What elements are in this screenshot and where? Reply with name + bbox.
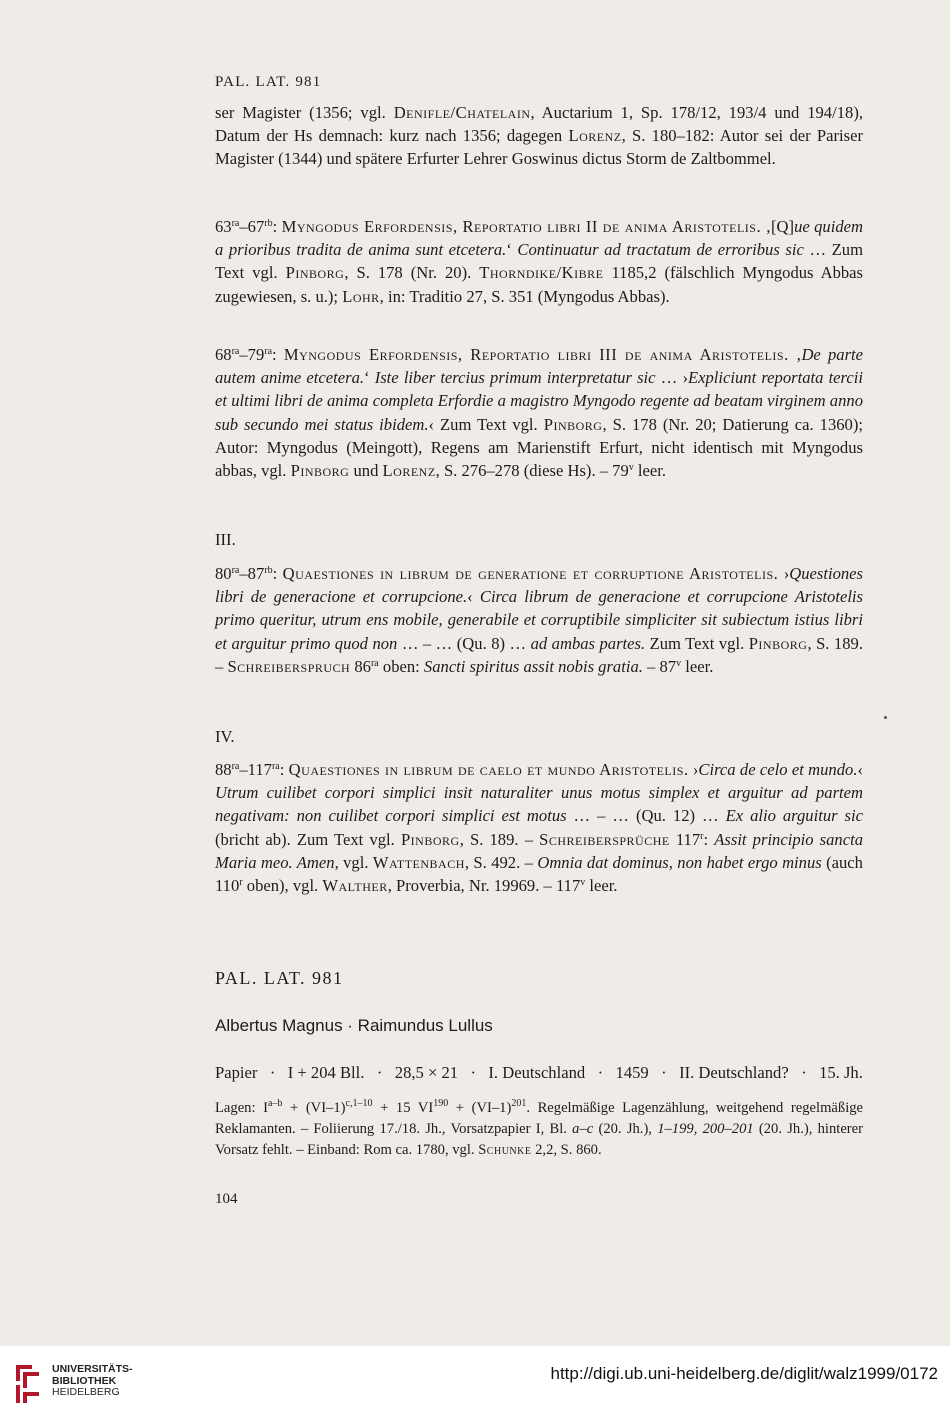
desc-origin-2: II. Deutschland? bbox=[679, 1063, 789, 1082]
desc-sep: · bbox=[597, 1063, 604, 1082]
running-header: PAL. LAT. 981 bbox=[215, 74, 322, 90]
desc-sep: · bbox=[801, 1063, 807, 1082]
entry-80-87: $80^{ra}-87^{rb}$: Quaestiones in librum de generatione et corruptione Aristotelis. ›Questiones libri de generacione et corrupcione.‹ Circa librum de generacione et corrupcione Aristotelis primo queritur, utrum ens mobile, generabile et corruptibile simpliciter sit subiectum istius libri et arguitur primo quod non … – … (Qu. 8) … ad ambas partes. Zum Text vgl. Pinborg, S. 189. – Schreiberspruch $86^{ra}$ oben: Sancti spiritus assit nobis gratia. – 87$^v$ leer. bbox=[215, 564, 863, 676]
library-logo-icon bbox=[10, 1359, 44, 1407]
viewer-footer bbox=[0, 1346, 950, 1424]
page-speck bbox=[884, 716, 887, 719]
desc-year: 1459 bbox=[615, 1063, 649, 1082]
paragraph-continuation: ser Magister (1356; vgl. Denifle/Chatelain, Auctarium 1, Sp. 178/12, 193/4 und 194/18), Datum der Hs demnach: kurz nach 1356; dagegen Lorenz, S. 180–182: Autor sei der Pariser Magister (1344) und spätere Erfurter Lehrer Goswinus dictus Storm de Zaltbommel. bbox=[215, 103, 863, 169]
desc-century: 15. Jh. bbox=[819, 1063, 863, 1082]
library-name: UNIVERSITÄTS- BIBLIOTHEK HEIDELBERG bbox=[52, 1363, 133, 1398]
section-number-iv: IV. bbox=[215, 727, 235, 746]
shelfmark-heading: PAL. LAT. 981 bbox=[215, 968, 344, 988]
quire-description: Lagen: $I^{a-b} + (VI-1)^{c,1-10} + 15$ $VI^{190} + (VI-1)^{201}$. Regelmäßige Lagenzählung, weitgehend regelmäßige Reklamanten. – Foliierung 17./18. Jh., Vorsatzpapier I, Bl. a–c (20. Jh.), 1–199, 200–201 (20. Jh.), hinterer Vorsatz fehlt. – Einband: Rom ca. 1780, vgl. Schunke 2,2, S. 860. bbox=[215, 1098, 864, 1158]
desc-sep: · bbox=[661, 1063, 667, 1082]
desc-leaves: I + 204 Bll. bbox=[287, 1063, 365, 1082]
codicological-summary bbox=[215, 1063, 863, 1083]
authors-heading: Albertus Magnus · Raimundus Lullus bbox=[215, 1016, 493, 1035]
permalink-url[interactable]: http://digi.ub.uni-heidelberg.de/diglit/walz1999/0172 bbox=[550, 1364, 938, 1383]
desc-material: Papier bbox=[215, 1063, 258, 1082]
desc-sep: · bbox=[470, 1063, 476, 1082]
desc-origin-1: I. Deutschland bbox=[488, 1063, 586, 1082]
desc-sep: · bbox=[376, 1063, 383, 1082]
entry-68-79: $68^{ra}-79^{ra}$: Myngodus Erfordensis, Reportatio libri III de anima Aristotelis. ‚De parte autem anime etcetera.‘ Iste liber tercius primum interpretatur sic … ›Expliciunt reportata tercii et ultimi libri de anima completa Erfordie a magistro Myngodo regente ad beatam virginem anno sub secundo mei status ibidem.‹ Zum Text vgl. Pinborg, S. 178 (Nr. 20; Datierung ca. 1360); Autor: Myngodus (Meingott), Regens am Marienstift Erfurt, nicht identisch mit Myngodus abbas, vgl. Pinborg und Lorenz, S. 276–278 (diese Hs). – 79$^v$ leer. bbox=[215, 345, 864, 481]
desc-dimensions: 28,5 × 21 bbox=[394, 1063, 459, 1082]
page-number: 104 bbox=[215, 1191, 238, 1207]
desc-sep: · bbox=[269, 1063, 276, 1082]
entry-88-117: $88^{ra}-117^{ra}$: Quaestiones in librum de caelo et mundo Aristotelis. ›Circa de celo et mundo.‹ Utrum cuilibet corpori simplici insit naturaliter unus motus simplex et arguitur ad partem negativam: non cuilibet corpori simplici est motus … – … (Qu. 12) … Ex alio arguitur sic (bricht ab). Zum Text vgl. Pinborg, S. 189. – Schreibersprüche 117$^r$: Assit principio sancta Maria meo. Amen, vgl. Wattenbach, S. 492. – Omnia dat dominus, non habet ergo minus (auch 110$^r$ oben), vgl. Walther, Proverbia, Nr. 19969. – 117$^v$ leer. bbox=[215, 760, 863, 896]
section-number-iii: III. bbox=[215, 530, 236, 549]
entry-63-67: $63^{ra}-67^{rb}$: Myngodus Erfordensis, Reportatio libri II de anima Aristotelis. ‚[Q]ue quidem a prioribus tradita de anima sunt etcetera.‘ Continuatur ad tractatum de erroribus sic … Zum Text vgl. Pinborg, S. 178 (Nr. 20). Thorndike/Kibre 1185,2 (fälschlich Myngodus Abbas zugewiesen, s. u.); Lohr, in: Traditio 27, S. 351 (Myngodus Abbas). bbox=[215, 217, 863, 306]
